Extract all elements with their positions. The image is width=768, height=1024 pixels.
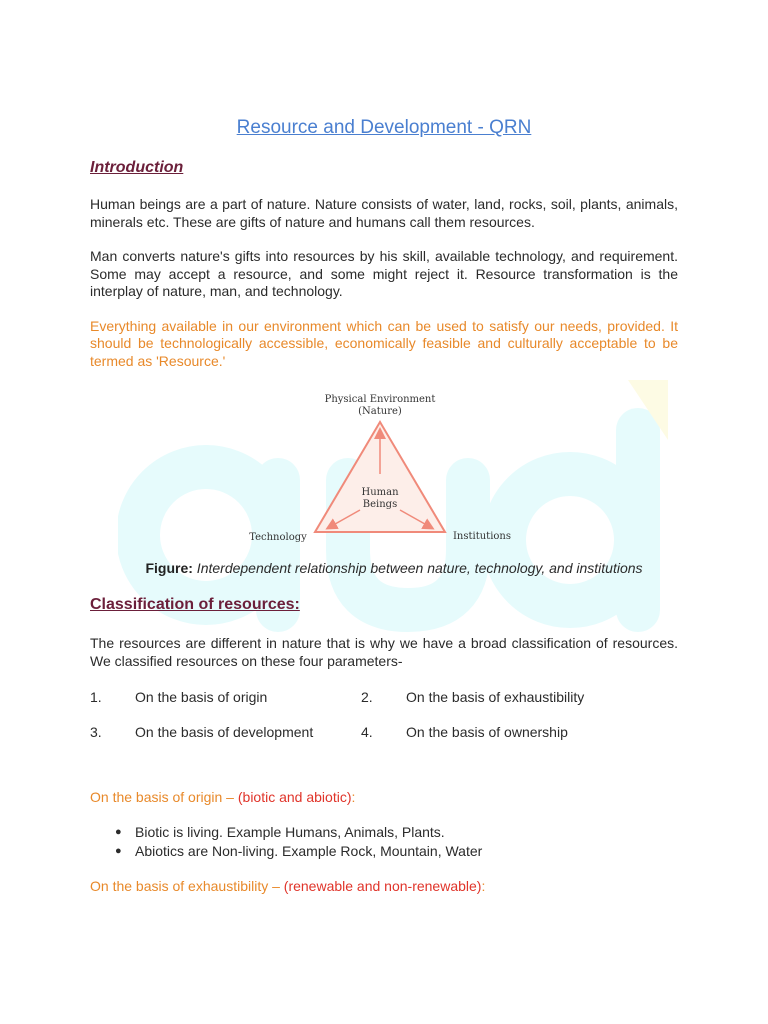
list-item: ● Biotic is living. Example Humans, Animals, Plants. (135, 823, 678, 842)
exhaustibility-subheading (90, 878, 678, 894)
introduction-heading: Introduction (90, 159, 184, 176)
classification-intro: The resources are different in nature that is why we have a broad classification of resources. We classified resources on these four parameters- (90, 635, 678, 669)
list-item: On the basis of development (135, 724, 314, 740)
list-item: On the basis of ownership (406, 724, 568, 740)
intro-paragraph-1: Human beings are a part of nature. Nature consists of water, land, rocks, soil, plants, animals, minerals etc. These are gifts of nature and humans call them resources. (90, 196, 678, 230)
list-item-number: 2. (361, 689, 373, 705)
origin-label: On the basis of origin – (90, 789, 238, 805)
exhaustibility-colon: : (481, 878, 486, 894)
origin-colon: : (351, 789, 356, 805)
list-item: ● Abiotics are Non-living. Example Rock, Mountain, Water (135, 842, 678, 861)
list-item-number: 4. (361, 724, 373, 740)
origin-subheading (90, 789, 678, 805)
origin-bullet-list (90, 823, 678, 861)
interdependence-diagram (240, 392, 520, 552)
exhaustibility-highlight: (renewable and non-renewable) (283, 878, 482, 894)
intro-paragraph-2: Man converts nature's gifts into resources by his skill, available technology, and requirement. Some may accept a resource, and some might reject it. Resource transformation is the interplay of nature, man, and technology. (90, 248, 678, 299)
label-physical-environment: Physical Environment (324, 394, 436, 405)
classification-list (90, 688, 678, 741)
classification-heading: Classification of resources: (90, 596, 300, 613)
list-item-number: 1. (90, 689, 102, 705)
origin-highlight: (biotic and abiotic) (237, 789, 352, 805)
resource-definition: Everything available in our environment which can be used to satisfy our needs, provided. It should be technologically accessible, economically feasible and culturally acceptable to be termed as 'Resource.' (90, 317, 678, 369)
caption-text: Interdependent relationship between nature, technology, and institutions (192, 560, 643, 576)
label-nature: (Nature) (358, 406, 402, 417)
caption-prefix: Figure: (145, 560, 193, 576)
page-title: Resource and Development - QRN (236, 117, 532, 138)
label-institutions: Institutions (452, 531, 512, 542)
label-technology: Technology (249, 532, 307, 543)
exhaustibility-label: On the basis of exhaustibility – (90, 878, 284, 894)
list-item: On the basis of exhaustibility (406, 689, 585, 705)
label-human: Human (361, 487, 399, 498)
label-beings: Beings (362, 499, 398, 510)
figure-caption (110, 560, 678, 576)
list-item: On the basis of origin (135, 689, 268, 705)
list-item-number: 3. (90, 724, 102, 740)
